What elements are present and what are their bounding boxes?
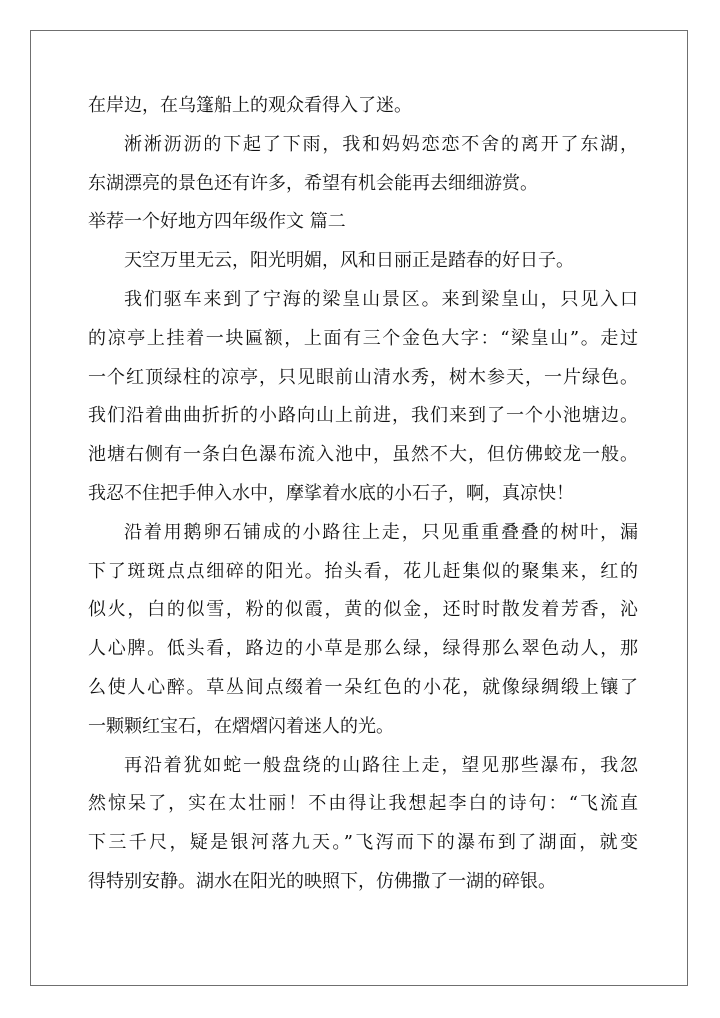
text-line: 我们驱车来到了宁海的梁皇山景区。来到梁皇山，只见入口 bbox=[124, 288, 638, 310]
text-line: 池塘右侧有一条白色瀑布流入池中，虽然不大，但仿佛蛟龙一般。 bbox=[88, 444, 638, 466]
text-line: 我们沿着曲曲折折的小路向山上前进，我们来到了一个小池塘边。 bbox=[88, 405, 638, 427]
text-line: 我忍不住把手伸入水中，摩挲着水底的小石子，啊，真凉快！ bbox=[88, 482, 574, 504]
text-line: 再沿着犹如蛇一般盘绕的山路往上走，望见那些瀑布，我忽 bbox=[124, 754, 638, 776]
text-line: 得特别安静。湖水在阳光的映照下，仿佛撒了一湖的碎银。 bbox=[88, 870, 556, 892]
text-line: 天空万里无云，阳光明媚，风和日丽正是踏春的好日子。 bbox=[124, 250, 574, 272]
text-line: 沿着用鹅卵石铺成的小路往上走，只见重重叠叠的树叶，漏 bbox=[124, 521, 638, 543]
text-line: 一个红顶绿柱的凉亭，只见眼前山清水秀，树木参天，一片绿色。 bbox=[88, 366, 638, 388]
section-title: 举荐一个好地方四年级作文 篇二 bbox=[88, 211, 346, 233]
text-line: 的凉亭上挂着一块匾额，上面有三个金色大字：“梁皇山”。走过 bbox=[88, 327, 638, 349]
text-line: 东湖漂亮的景色还有许多，希望有机会能再去细细游赏。 bbox=[88, 172, 538, 194]
text-line: 么使人心醉。草丛间点缀着一朵红色的小花，就像绿绸缎上镶了 bbox=[88, 676, 638, 698]
text-line: 一颗颗红宝石，在熠熠闪着迷人的光。 bbox=[88, 715, 394, 737]
text-line: 似火，白的似雪，粉的似霞，黄的似金，还时时散发着芳香，沁 bbox=[88, 599, 638, 621]
text-line: 然惊呆了，实在太壮丽！不由得让我想起李白的诗句：“飞流直 bbox=[88, 793, 638, 815]
text-line: 下了斑斑点点细碎的阳光。抬头看，花儿赶集似的聚集来，红的 bbox=[88, 560, 638, 582]
document-body bbox=[88, 87, 638, 902]
text-line: 下三千尺，疑是银河落九天。”飞泻而下的瀑布到了湖面，就变 bbox=[88, 832, 638, 854]
text-line: 在岸边，在乌篷船上的观众看得入了迷。 bbox=[88, 95, 412, 116]
text-line: 淅淅沥沥的下起了下雨，我和妈妈恋恋不舍的离开了东湖， bbox=[124, 133, 638, 155]
text-line: 人心脾。低头看，路边的小草是那么绿，绿得那么翠色动人，那 bbox=[88, 638, 638, 660]
